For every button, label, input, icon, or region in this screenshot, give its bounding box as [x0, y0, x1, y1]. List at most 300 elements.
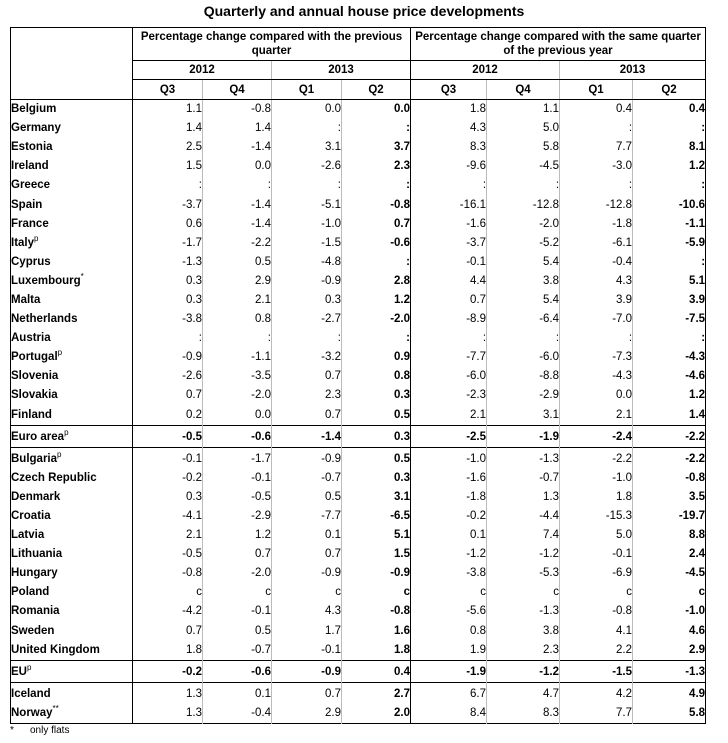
- value-cell: -1.0: [633, 602, 706, 621]
- value-cell: -0.5: [203, 488, 272, 507]
- value-cell: -0.7: [272, 469, 342, 488]
- value-cell: 4.3: [272, 602, 342, 621]
- value-cell: -1.0: [411, 447, 487, 469]
- value-cell: 7.7: [560, 704, 633, 724]
- value-cell: 0.0: [203, 406, 272, 426]
- footnote: [10, 725, 69, 736]
- value-cell: -1.6: [411, 469, 487, 488]
- value-cell: -2.0: [342, 310, 411, 329]
- country-name: Netherlands: [11, 313, 78, 326]
- value-cell: :: [203, 176, 272, 195]
- value-cell: 8.8: [633, 526, 706, 545]
- table-row: [11, 310, 706, 329]
- value-cell: c: [487, 583, 560, 602]
- country-name: Slovakia: [11, 389, 58, 402]
- value-cell: 6.7: [411, 682, 487, 704]
- value-cell: -5.1: [272, 195, 342, 214]
- value-cell: -6.0: [411, 367, 487, 386]
- value-cell: 1.4: [203, 119, 272, 138]
- value-cell: -0.6: [203, 660, 272, 682]
- country-name-cell: [11, 100, 133, 120]
- value-cell: 3.1: [342, 488, 411, 507]
- country-name-cell: [11, 195, 133, 214]
- value-cell: 0.1: [411, 526, 487, 545]
- value-cell: 0.4: [342, 660, 411, 682]
- value-cell: -0.9: [133, 348, 203, 367]
- value-cell: 8.4: [411, 704, 487, 724]
- value-cell: 5.8: [487, 138, 560, 157]
- country-name: Hungary: [11, 567, 58, 580]
- value-cell: 2.9: [272, 704, 342, 724]
- value-cell: -6.1: [560, 234, 633, 253]
- value-cell: -0.2: [133, 469, 203, 488]
- value-cell: 0.3: [342, 469, 411, 488]
- country-name-cell: [11, 704, 133, 724]
- country-name: Denmark: [11, 490, 61, 503]
- value-cell: c: [633, 583, 706, 602]
- table-row: [11, 488, 706, 507]
- value-cell: 0.1: [272, 526, 342, 545]
- value-cell: -2.2: [633, 425, 706, 447]
- country-name: Estonia: [11, 141, 53, 154]
- table-row: [11, 138, 706, 157]
- value-cell: -1.9: [411, 660, 487, 682]
- table-row: [11, 526, 706, 545]
- value-cell: 0.0: [342, 100, 411, 120]
- value-cell: 0.7: [272, 545, 342, 564]
- value-cell: -0.9: [272, 447, 342, 469]
- value-cell: :: [133, 176, 203, 195]
- table-row: [11, 545, 706, 564]
- country-name-cell: [11, 406, 133, 426]
- value-cell: -1.7: [203, 447, 272, 469]
- value-cell: 1.3: [133, 682, 203, 704]
- value-cell: 2.1: [560, 406, 633, 426]
- country-name: Finland: [11, 408, 52, 421]
- header-quarter: Q1: [560, 80, 633, 100]
- country-note-marker: *: [80, 272, 84, 282]
- value-cell: -0.9: [342, 564, 411, 583]
- country-name-cell: [11, 564, 133, 583]
- value-cell: -1.3: [633, 660, 706, 682]
- footnote-marker: *: [10, 725, 14, 736]
- country-name: Spain: [11, 198, 43, 211]
- value-cell: -7.5: [633, 310, 706, 329]
- value-cell: -3.0: [560, 157, 633, 176]
- value-cell: :: [560, 176, 633, 195]
- value-cell: :: [203, 329, 272, 348]
- value-cell: -7.7: [411, 348, 487, 367]
- footnote-text: only flats: [30, 725, 70, 736]
- value-cell: 0.5: [342, 406, 411, 426]
- value-cell: 0.7: [342, 215, 411, 234]
- value-cell: 2.1: [133, 526, 203, 545]
- value-cell: -5.9: [633, 234, 706, 253]
- value-cell: -1.9: [487, 425, 560, 447]
- value-cell: -4.4: [487, 507, 560, 526]
- value-cell: 0.0: [560, 386, 633, 405]
- country-name: Luxembourg: [11, 274, 81, 287]
- value-cell: 2.5: [133, 138, 203, 157]
- value-cell: 0.7: [411, 291, 487, 310]
- table-row: [11, 602, 706, 621]
- value-cell: 2.9: [633, 641, 706, 661]
- value-cell: -1.3: [133, 253, 203, 272]
- value-cell: :: [133, 329, 203, 348]
- country-name-cell: [11, 386, 133, 405]
- country-name-cell: [11, 138, 133, 157]
- value-cell: 0.8: [203, 310, 272, 329]
- value-cell: -0.1: [203, 469, 272, 488]
- value-cell: -3.8: [411, 564, 487, 583]
- value-cell: -7.3: [560, 348, 633, 367]
- value-cell: :: [411, 329, 487, 348]
- value-cell: 1.5: [342, 545, 411, 564]
- country-name-cell: [11, 622, 133, 641]
- value-cell: -0.8: [133, 564, 203, 583]
- value-cell: -2.3: [411, 386, 487, 405]
- value-cell: 1.2: [342, 291, 411, 310]
- country-name: EU: [11, 665, 27, 678]
- table-row: [11, 329, 706, 348]
- country-name: Norway: [11, 706, 53, 719]
- value-cell: -4.2: [133, 602, 203, 621]
- value-cell: -3.5: [203, 367, 272, 386]
- value-cell: :: [272, 119, 342, 138]
- table-row: [11, 704, 706, 724]
- value-cell: -1.4: [203, 195, 272, 214]
- header-year: 2013: [560, 61, 706, 80]
- value-cell: 3.9: [633, 291, 706, 310]
- table-row: [11, 507, 706, 526]
- table-row: [11, 583, 706, 602]
- value-cell: c: [342, 583, 411, 602]
- value-cell: 1.8: [560, 488, 633, 507]
- value-cell: c: [560, 583, 633, 602]
- value-cell: 0.7: [133, 622, 203, 641]
- value-cell: 4.4: [411, 272, 487, 291]
- country-note-marker: p: [26, 662, 32, 672]
- value-cell: 1.2: [633, 386, 706, 405]
- value-cell: 0.0: [272, 100, 342, 120]
- value-cell: 0.1: [203, 682, 272, 704]
- value-cell: 0.7: [203, 545, 272, 564]
- value-cell: -10.6: [633, 195, 706, 214]
- value-cell: 0.3: [342, 386, 411, 405]
- value-cell: 5.0: [560, 526, 633, 545]
- value-cell: 5.0: [487, 119, 560, 138]
- value-cell: 3.1: [487, 406, 560, 426]
- country-name-cell: [11, 526, 133, 545]
- country-name: Lithuania: [11, 548, 63, 561]
- country-name: Iceland: [11, 687, 51, 700]
- value-cell: 1.4: [133, 119, 203, 138]
- value-cell: 2.1: [203, 291, 272, 310]
- value-cell: -5.2: [487, 234, 560, 253]
- value-cell: c: [272, 583, 342, 602]
- value-cell: 2.1: [411, 406, 487, 426]
- value-cell: -3.7: [133, 195, 203, 214]
- value-cell: -0.1: [203, 602, 272, 621]
- value-cell: -6.0: [487, 348, 560, 367]
- table-row: [11, 367, 706, 386]
- value-cell: -1.1: [633, 215, 706, 234]
- value-cell: -4.5: [633, 564, 706, 583]
- value-cell: -15.3: [560, 507, 633, 526]
- value-cell: -0.9: [272, 272, 342, 291]
- value-cell: 2.9: [203, 272, 272, 291]
- country-name-cell: [11, 119, 133, 138]
- value-cell: -0.4: [560, 253, 633, 272]
- value-cell: -4.5: [487, 157, 560, 176]
- value-cell: 2.4: [633, 545, 706, 564]
- value-cell: -1.1: [203, 348, 272, 367]
- value-cell: -4.6: [633, 367, 706, 386]
- value-cell: 5.4: [487, 291, 560, 310]
- table-row: [11, 348, 706, 367]
- value-cell: -4.8: [272, 253, 342, 272]
- value-cell: 1.9: [411, 641, 487, 661]
- value-cell: 1.6: [342, 622, 411, 641]
- value-cell: 0.7: [272, 682, 342, 704]
- table-row: [11, 291, 706, 310]
- value-cell: 3.8: [487, 272, 560, 291]
- value-cell: 4.3: [411, 119, 487, 138]
- value-cell: -1.7: [133, 234, 203, 253]
- country-name: Sweden: [11, 624, 55, 637]
- value-cell: -8.9: [411, 310, 487, 329]
- table-row: [11, 215, 706, 234]
- value-cell: -2.9: [203, 507, 272, 526]
- value-cell: -1.4: [272, 425, 342, 447]
- country-name: Euro area: [11, 430, 65, 443]
- value-cell: -2.7: [272, 310, 342, 329]
- value-cell: -1.2: [487, 660, 560, 682]
- value-cell: 0.7: [272, 367, 342, 386]
- value-cell: -0.9: [272, 660, 342, 682]
- value-cell: -6.9: [560, 564, 633, 583]
- value-cell: 2.0: [342, 704, 411, 724]
- value-cell: -0.1: [411, 253, 487, 272]
- value-cell: 1.7: [272, 622, 342, 641]
- value-cell: -2.9: [487, 386, 560, 405]
- table-row: [11, 100, 706, 120]
- value-cell: 3.8: [487, 622, 560, 641]
- country-name-cell: [11, 272, 133, 291]
- country-name-cell: [11, 583, 133, 602]
- country-name-cell: [11, 545, 133, 564]
- value-cell: 4.3: [560, 272, 633, 291]
- value-cell: 0.2: [133, 406, 203, 426]
- value-cell: c: [203, 583, 272, 602]
- value-cell: :: [633, 329, 706, 348]
- country-name: Cyprus: [11, 255, 51, 268]
- value-cell: -1.0: [272, 215, 342, 234]
- header-group-previous-year: Percentage change compared with the same quarter of the previous year: [411, 28, 706, 61]
- country-name: France: [11, 217, 49, 230]
- value-cell: 3.5: [633, 488, 706, 507]
- value-cell: :: [411, 176, 487, 195]
- value-cell: -1.3: [487, 447, 560, 469]
- corner-cell: [11, 28, 133, 100]
- country-name-cell: [11, 348, 133, 367]
- value-cell: 1.1: [487, 100, 560, 120]
- value-cell: -6.4: [487, 310, 560, 329]
- value-cell: -2.2: [203, 234, 272, 253]
- value-cell: 2.7: [342, 682, 411, 704]
- value-cell: -0.9: [272, 564, 342, 583]
- country-note-marker: p: [57, 348, 63, 358]
- value-cell: 2.3: [342, 157, 411, 176]
- header-quarter: Q4: [203, 80, 272, 100]
- table-body: [11, 100, 706, 724]
- value-cell: -1.4: [203, 138, 272, 157]
- value-cell: 0.8: [411, 622, 487, 641]
- value-cell: -0.1: [560, 545, 633, 564]
- value-cell: 1.8: [342, 641, 411, 661]
- country-name: Greece: [11, 179, 51, 192]
- value-cell: -2.0: [487, 215, 560, 234]
- value-cell: -16.1: [411, 195, 487, 214]
- country-name-cell: [11, 469, 133, 488]
- value-cell: 4.1: [560, 622, 633, 641]
- value-cell: -1.8: [560, 215, 633, 234]
- value-cell: -2.4: [560, 425, 633, 447]
- value-cell: -1.3: [487, 602, 560, 621]
- value-cell: 4.7: [487, 682, 560, 704]
- value-cell: 0.5: [203, 253, 272, 272]
- value-cell: -1.0: [560, 469, 633, 488]
- country-name-cell: [11, 682, 133, 704]
- table-row: [11, 469, 706, 488]
- country-name: Poland: [11, 586, 50, 599]
- value-cell: 1.3: [133, 704, 203, 724]
- country-name-cell: [11, 215, 133, 234]
- value-cell: -1.6: [411, 215, 487, 234]
- value-cell: -1.4: [203, 215, 272, 234]
- country-name-cell: [11, 253, 133, 272]
- value-cell: 7.7: [560, 138, 633, 157]
- value-cell: -0.2: [133, 660, 203, 682]
- value-cell: -2.6: [133, 367, 203, 386]
- country-name: Malta: [11, 293, 41, 306]
- table-row: [11, 119, 706, 138]
- header-year: 2012: [411, 61, 560, 80]
- value-cell: 3.7: [342, 138, 411, 157]
- value-cell: 0.3: [342, 425, 411, 447]
- country-name: Croatia: [11, 510, 51, 523]
- value-cell: -4.1: [133, 507, 203, 526]
- value-cell: 4.2: [560, 682, 633, 704]
- value-cell: -2.2: [560, 447, 633, 469]
- value-cell: 8.3: [487, 704, 560, 724]
- country-name-cell: [11, 291, 133, 310]
- value-cell: 1.4: [633, 406, 706, 426]
- value-cell: -0.2: [411, 507, 487, 526]
- value-cell: -0.6: [203, 425, 272, 447]
- country-name-cell: [11, 641, 133, 661]
- value-cell: 0.4: [560, 100, 633, 120]
- country-name-cell: [11, 329, 133, 348]
- country-name-cell: [11, 310, 133, 329]
- aggregate-row: [11, 425, 706, 447]
- country-name: Czech Republic: [11, 471, 97, 484]
- country-name-cell: [11, 176, 133, 195]
- country-name: Italy: [11, 236, 35, 249]
- value-cell: :: [633, 253, 706, 272]
- header-quarter: Q1: [272, 80, 342, 100]
- value-cell: -1.5: [560, 660, 633, 682]
- country-name: United Kingdom: [11, 643, 100, 656]
- value-cell: -3.2: [272, 348, 342, 367]
- value-cell: 0.8: [342, 367, 411, 386]
- value-cell: -1.8: [411, 488, 487, 507]
- value-cell: :: [342, 176, 411, 195]
- value-cell: -2.2: [633, 447, 706, 469]
- value-cell: -3.8: [133, 310, 203, 329]
- value-cell: c: [133, 583, 203, 602]
- value-cell: 1.2: [203, 526, 272, 545]
- table-row: [11, 682, 706, 704]
- value-cell: -5.3: [487, 564, 560, 583]
- value-cell: -5.6: [411, 602, 487, 621]
- table-row: [11, 386, 706, 405]
- value-cell: -0.5: [133, 545, 203, 564]
- value-cell: -0.8: [342, 602, 411, 621]
- value-cell: -9.6: [411, 157, 487, 176]
- table-row: [11, 641, 706, 661]
- value-cell: :: [272, 176, 342, 195]
- country-name: Portugal: [11, 351, 58, 364]
- table-row: [11, 406, 706, 426]
- value-cell: -2.0: [203, 386, 272, 405]
- value-cell: :: [487, 329, 560, 348]
- value-cell: 4.6: [633, 622, 706, 641]
- header-quarter: Q4: [487, 80, 560, 100]
- value-cell: -0.8: [560, 602, 633, 621]
- value-cell: -6.5: [342, 507, 411, 526]
- value-cell: :: [560, 329, 633, 348]
- value-cell: :: [633, 119, 706, 138]
- value-cell: -0.1: [272, 641, 342, 661]
- value-cell: 0.3: [272, 291, 342, 310]
- country-name-cell: [11, 234, 133, 253]
- value-cell: -1.2: [411, 545, 487, 564]
- value-cell: 1.8: [133, 641, 203, 661]
- header-group-previous-quarter: Percentage change compared with the previous quarter: [133, 28, 411, 61]
- aggregate-row: [11, 660, 706, 682]
- country-name: Bulgaria: [11, 452, 58, 465]
- value-cell: 1.1: [133, 100, 203, 120]
- value-cell: -0.5: [133, 425, 203, 447]
- country-name: Austria: [11, 332, 51, 345]
- table-row: [11, 253, 706, 272]
- value-cell: 2.3: [272, 386, 342, 405]
- value-cell: 0.4: [633, 100, 706, 120]
- table-row: [11, 447, 706, 469]
- value-cell: 7.4: [487, 526, 560, 545]
- value-cell: 8.3: [411, 138, 487, 157]
- value-cell: :: [342, 329, 411, 348]
- table-row: [11, 272, 706, 291]
- value-cell: 8.1: [633, 138, 706, 157]
- value-cell: -7.0: [560, 310, 633, 329]
- value-cell: 0.0: [203, 157, 272, 176]
- country-name: Latvia: [11, 529, 45, 542]
- value-cell: 0.3: [133, 272, 203, 291]
- value-cell: 1.2: [633, 157, 706, 176]
- table-title: Quarterly and annual house price developments: [203, 3, 525, 19]
